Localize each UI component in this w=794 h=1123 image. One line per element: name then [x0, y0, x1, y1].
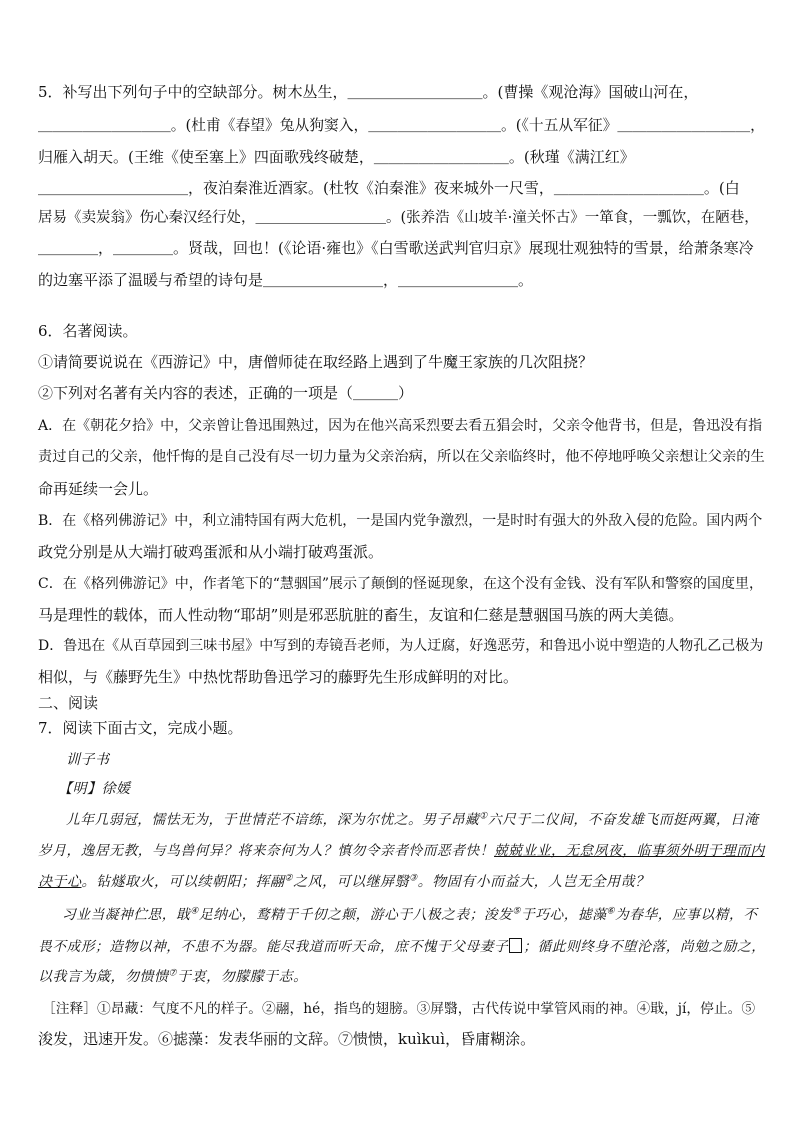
passage-p1-line-2: 岁月，逸居无教，与鸟兽何异？将来奈何为人？慎勿令亲者怜而恶者快！兢兢业业，无怠夙夜，临事须外明于理而内: [38, 843, 765, 859]
passage-p2-line-1: 习业当凝神伫思，戢④足纳心，鹜精于千仞之颠，游心于八极之表；浚发⑤于巧心，摅藻⑥为春华，应事以精，不: [62, 906, 758, 923]
q5-line-3: 归雁入胡天。(王维《使至塞上》四面歌残终破楚，＿＿＿＿＿＿＿＿＿。(秋瑾《满江红》: [38, 148, 635, 166]
q5-line-2: ＿＿＿＿＿＿＿＿＿。(杜甫《春望》兔从狗窦入，＿＿＿＿＿＿＿＿＿。(《十五从军征》＿＿＿＿＿＿＿＿＿，: [38, 117, 765, 134]
blank-box: [509, 938, 522, 953]
section-heading: 二、阅读: [38, 694, 99, 712]
passage-p1-line-3: 决于心。钻燧取火，可以续朝阳；挥翮②之风，可以继屏翳③。物固有小而益大，人岂无全用哉？: [38, 873, 650, 890]
q6-option-a-line-3: 命再延续一会儿。: [38, 480, 159, 498]
notes-line-1: ［注释］①昂藏：气度不凡的样子。②翮，hé，指鸟的翅膀。③屏翳，古代传说中掌管风雨的神。④戢，jí，停止。⑤: [42, 1001, 756, 1017]
q6-option-d-line-1: D．鲁迅在《从百草园到三味书屋》中写到的寿镜吾老师，为人迂腐，好逸恶劳，和鲁迅小说中塑造的人物孔乙己极为: [38, 638, 764, 654]
q5-line-4: ＿＿＿＿＿＿＿＿＿＿，夜泊秦淮近酒家。(杜牧《泊秦淮》夜来城外一尺雪，＿＿＿＿＿＿＿＿＿＿。(白: [38, 179, 740, 197]
q7-title: 7．阅读下面古文，完成小题。: [38, 719, 243, 737]
passage-title: 训子书: [66, 752, 110, 768]
q6-option-b-line-1: B．在《格列佛游记》中，利立浦特国有两大危机，一是国内党争激烈，一是时时有强大的外敌入侵的危险。国内两个: [38, 513, 763, 529]
q6-title: 6．名著阅读。: [38, 322, 138, 340]
passage-p2-line-2: 畏不成形；造物以神，不患不为器。能尽我道而听天命，庶不愧于父母妻子 ；循此则终身不堕沦落，尚勉之励之，: [38, 939, 766, 955]
notes-line-2: 浚发，迅速开发。⑥摅藻：发表华丽的文辞。⑦愦愦，kuìkuì，昏庸糊涂。: [38, 1030, 536, 1048]
passage-p1-line-1: 儿年几弱冠，懦怯无为，于世情茫不谙练，深为尔忧之。男子昂藏①六尺于二仪间，不奋发雄飞而挺两翼，日淹: [66, 811, 759, 828]
passage-p2-line-3: 以我言为箴，勿愦愦⑦于衷，勿朦朦于志。: [38, 968, 308, 985]
q5-line-1: 5．补写出下列句子中的空缺部分。树木丛生，＿＿＿＿＿＿＿＿＿。(曹操《观沧海》国破山河在，: [38, 83, 699, 101]
q6-option-d-line-2: 相似，与《藤野先生》中热忱帮助鲁迅学习的藤野先生形成鲜明的对比。: [38, 668, 519, 686]
passage-author: 【明】徐媛: [58, 781, 131, 797]
q6-sub2: ②下列对名著有关内容的表述，正确的一项是（＿＿＿）: [38, 384, 414, 402]
q6-option-c-line-2: 马是理性的载体，而人性动物“耶胡”则是邪恶肮脏的畜生，友谊和仁慈是慧骃国马族的两大美德。: [38, 606, 684, 624]
q5-line-5: 居易《卖炭翁》伤心秦汉经行处，＿＿＿＿＿＿＿＿＿。(张养浩《山坡羊·潼关怀古》一箪食，一瓢饮，在陋巷，: [38, 210, 759, 226]
q6-option-c-line-1: C．在《格列佛游记》中，作者笔下的“慧骃国”展示了颠倒的怪诞现象，在这个没有金钱、没有军队和警察的国度里，: [38, 576, 764, 592]
q6-option-a-line-1: A．在《朝花夕拾》中，父亲曾让鲁迅围熟过，因为在他兴高采烈要去看五猖会时，父亲令他背书，但是，鲁迅没有指: [38, 418, 763, 434]
q6-option-a-line-2: 责过自己的父亲，他忏悔的是自己没有尽一切力量为父亲治病，所以在父亲临终时，他不停地呼唤父亲想让父亲的生: [38, 449, 765, 465]
q5-line-6: ＿＿＿＿，＿＿＿＿。贤哉，回也！(《论语·雍也》《白雪歌送武判官归京》展现壮观独特的雪景，给萧条寒冷: [38, 239, 754, 257]
q6-option-b-line-2: 政党分别是从大端打破鸡蛋派和从小端打破鸡蛋派。: [38, 543, 384, 561]
q6-sub1: ①请简要说说在《西游记》中，唐僧师徒在取经路上遇到了牛魔王家族的几次阻挠？: [38, 353, 594, 371]
q5-line-7: 的边塞平添了温暖与希望的诗句是＿＿＿＿＿＿＿＿，＿＿＿＿＿＿＿＿。: [38, 271, 534, 289]
